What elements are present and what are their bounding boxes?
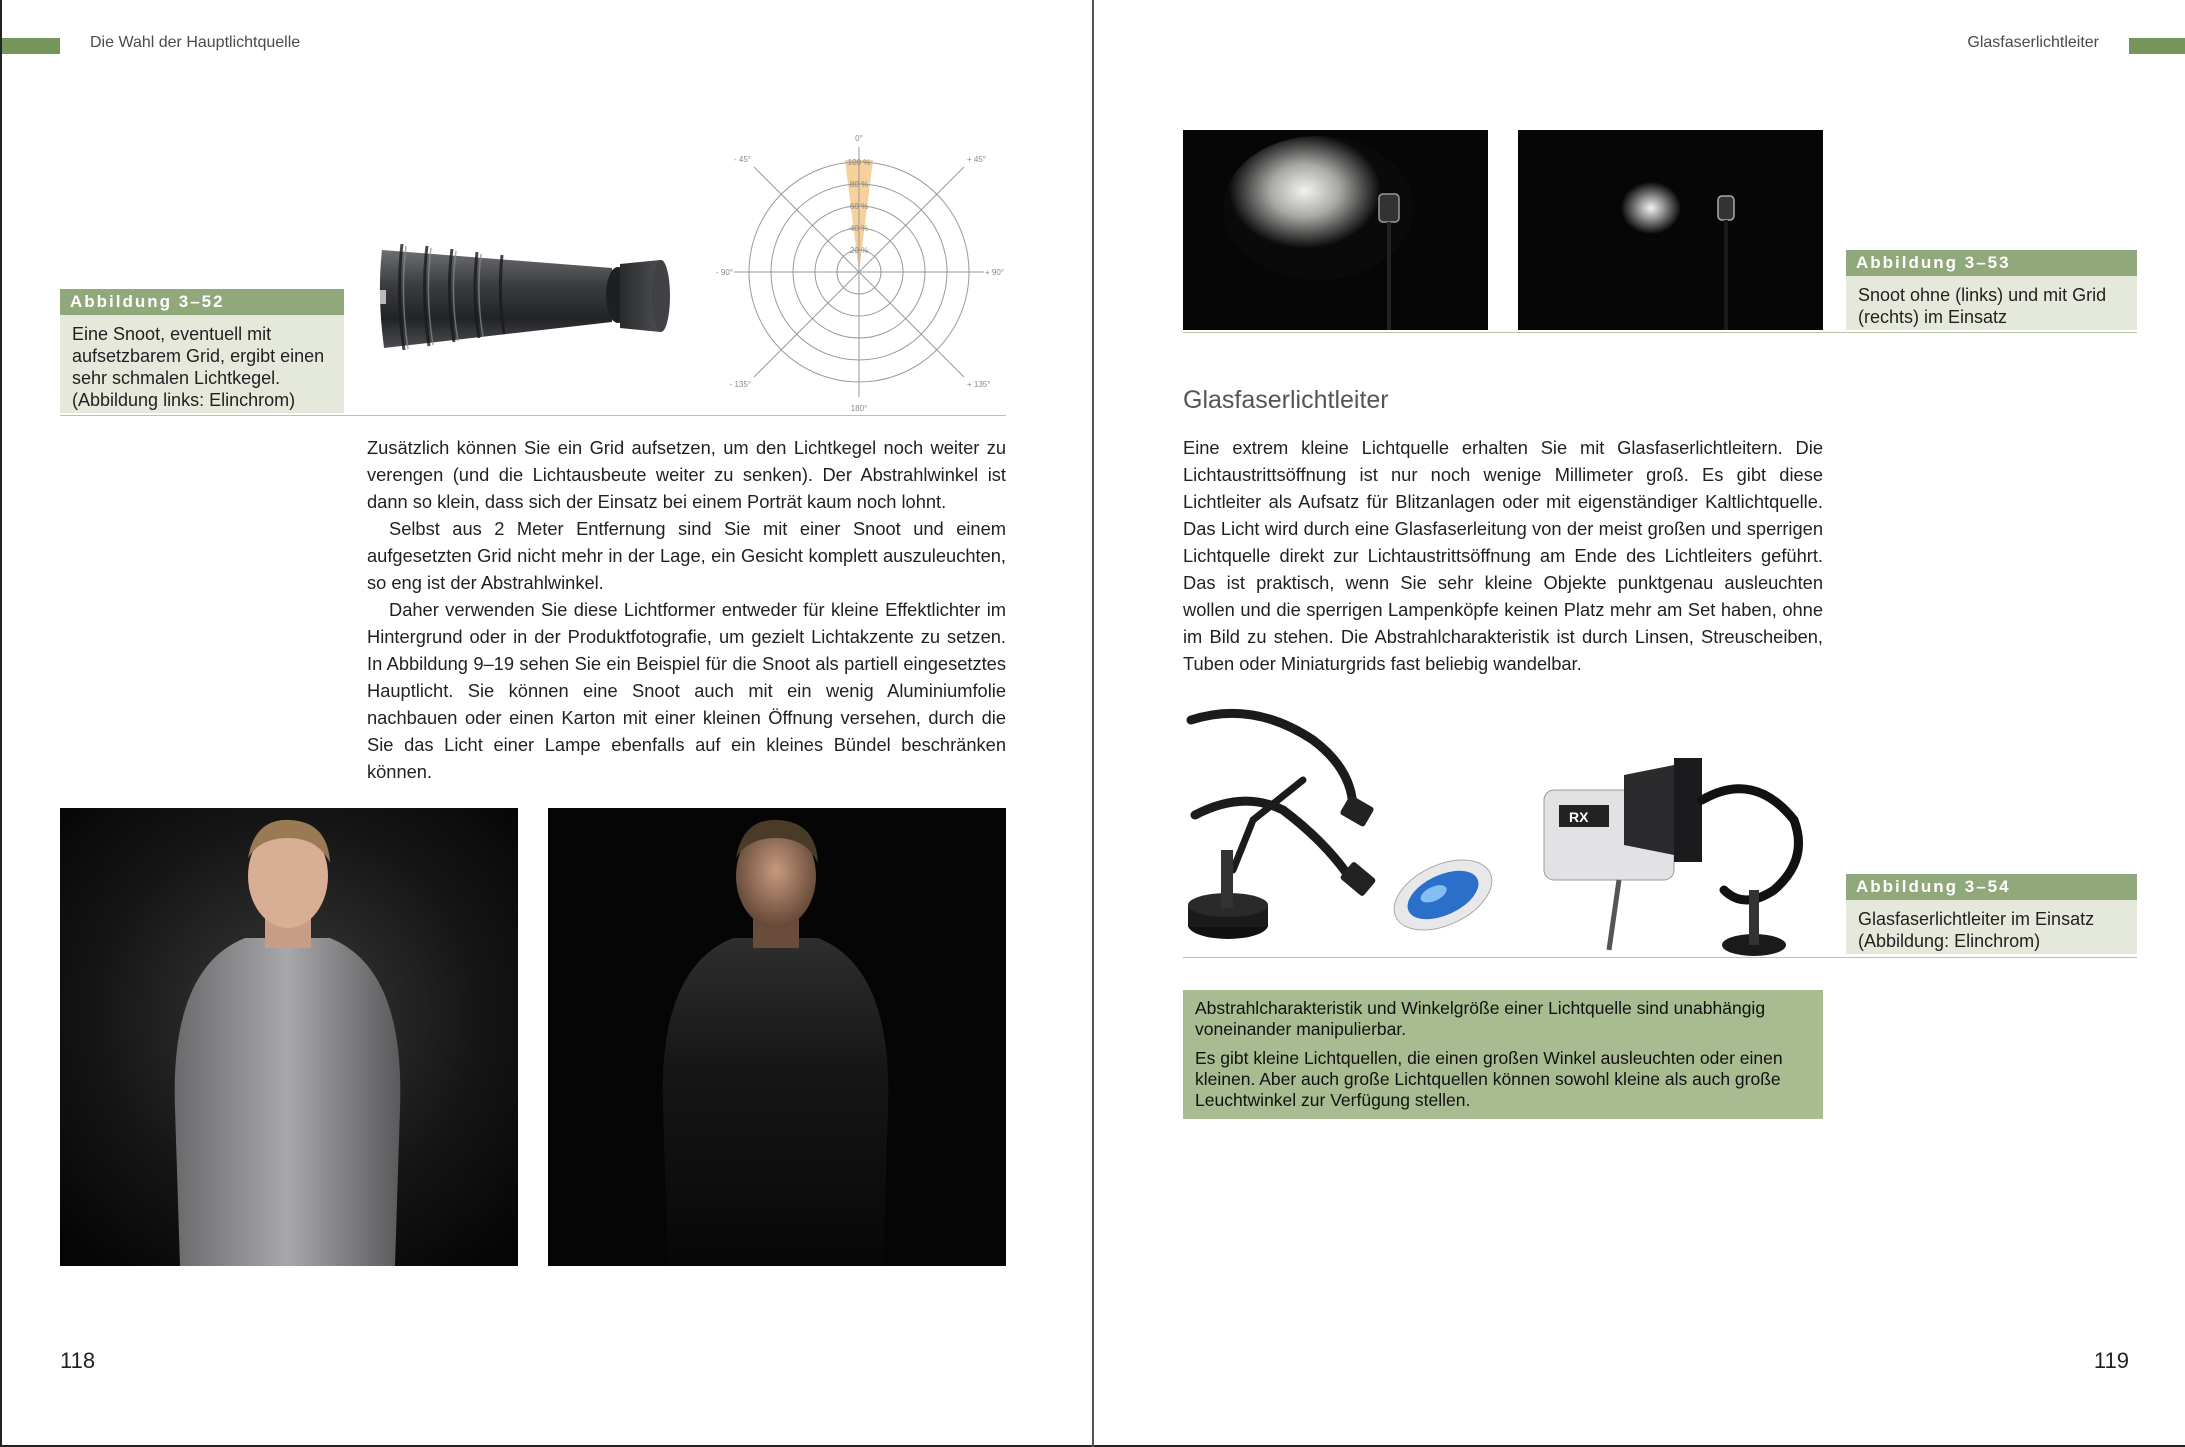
figure-3-52-caption (60, 289, 344, 413)
polar-ring-label: 80 % (849, 180, 869, 189)
polar-label-right: + 90° (985, 268, 1004, 277)
snoot-without-grid-photo (1183, 130, 1488, 330)
fiber-optic-flash-unit-illustration (1524, 750, 1814, 960)
running-head-right: Glasfaserlichtleiter (1967, 34, 2099, 51)
figure-label: Abbildung 3–52 (60, 289, 344, 315)
figure-label: Abbildung 3–54 (1846, 874, 2137, 900)
figure-rule (1183, 957, 2137, 958)
polar-label-lower-right: + 135° (967, 380, 991, 389)
polar-label-top: 0° (855, 134, 863, 143)
polar-diagram (707, 130, 1007, 420)
section-heading: Glasfaserlichtleiter (1183, 386, 1389, 414)
figure-3-53-caption (1846, 250, 2137, 330)
paragraph: Selbst aus 2 Meter Entfernung sind Sie mit einer Snoot und einem aufgesetzten Grid nicht mehr in der Lage, ein Gesicht komplett auszuleuchten, so eng ist der Abstrahlwinkel. (367, 518, 1006, 593)
polar-ring-label: 20 % (849, 246, 869, 255)
paragraph: Eine extrem kleine Lichtquelle erhalten Sie mit Glasfaserlichtleitern. Die Lichtaustrittsöffnung ist nur noch wenige Millimeter groß. Es gibt diese Lichtleiter als Aufsatz für Blitzanlagen oder mit eigenständiger Kaltlichtquelle. Das Licht wird durch eine Glasfaserleitung von der meist großen und sperrigen Lichtquelle direkt zur Lichtaustrittsöffnung am Ende des Lichtleiters geführt. Das ist praktisch, wenn Sie sehr kleine Objekte punktgenau ausleuchten wollen und die sperrigen Lampenköpfe keinen Platz mehr am Set haben, ohne im Bild zu stehen. Die Abstrahlcharakteristik ist durch Linsen, Streuscheiben, Tuben oder Miniaturgrids fast beliebig wandelbar. (1183, 437, 1823, 674)
polar-ring-label: 60 % (849, 202, 869, 211)
figure-3-54-caption (1846, 874, 2137, 954)
fiber-optic-gooseneck-illustration (1183, 700, 1513, 955)
snoot-with-grid-photo (1518, 130, 1823, 330)
polar-label-upper-right: + 45° (967, 155, 986, 164)
right-page (1092, 0, 2185, 1447)
body-text-left (367, 434, 1006, 785)
info-note-box (1183, 990, 1823, 1119)
portrait-photo-snoot-light (548, 808, 1006, 1266)
header-accent-bar (2, 38, 60, 54)
polar-label-bottom: 180° (850, 404, 868, 413)
paragraph: Daher verwenden Sie diese Lichtformer entweder für kleine Effektlichter im Hintergrund oder in der Produktfotografie, um gezielt Lichtakzente zu setzen. In Abbildung 9–19 sehen Sie ein Beispiel für die Snoot als partiell eingesetztes Hauptlicht. Sie können eine Snoot auch mit ein wenig Aluminiumfolie nachbauen oder einen Karton mit einer kleinen Öffnung versehen, durch die Sie das Licht einer Lampe ebenfalls auf ein kleines Bündel beschränken können. (367, 599, 1006, 782)
running-head-left: Die Wahl der Hauptlichtquelle (90, 34, 301, 51)
polar-ring-label: 40 % (849, 224, 869, 233)
note-paragraph: Abstrahlcharakteristik und Winkelgröße einer Lichtquelle sind unabhängig voneinander manipulierbar. (1195, 998, 1766, 1039)
page-number-left: 118 (60, 1348, 96, 1373)
header-accent-bar (2129, 38, 2185, 54)
portrait-photo-full-light (60, 808, 518, 1266)
product-brand-label: RX (1569, 809, 1589, 825)
figure-caption-text: Snoot ohne (links) und mit Grid (rechts) im Einsatz (1846, 276, 2137, 330)
snoot-illustration (372, 220, 672, 370)
note-paragraph: Es gibt kleine Lichtquellen, die einen großen Winkel ausleuchten oder einen kleinen. Aber auch große Lichtquellen können sowohl kleine als auch große Leuchtwinkel zur Verfügung stellen. (1195, 1048, 1783, 1110)
page-number-right: 119 (2093, 1348, 2129, 1373)
figure-caption-text: Eine Snoot, eventuell mit aufsetzbarem Grid, ergibt einen sehr schmalen Lichtkegel. (Abbildung links: Elinchrom) (60, 315, 344, 413)
figure-label: Abbildung 3–53 (1846, 250, 2137, 276)
paragraph: Zusätzlich können Sie ein Grid aufsetzen, um den Lichtkegel noch weiter zu verengen (und die Lichtausbeute weiter zu senken). Der Abstrahlwinkel ist dann so klein, dass sich der Einsatz bei einem Porträt kaum noch lohnt. (367, 437, 1006, 512)
polar-label-lower-left: - 135° (729, 380, 751, 389)
polar-label-upper-left: - 45° (734, 155, 751, 164)
figure-rule (1183, 332, 2137, 333)
body-text-right (1183, 434, 1823, 677)
figure-rule (60, 415, 1006, 416)
figure-caption-text: Glasfaserlichtleiter im Einsatz (Abbildung: Elinchrom) (1846, 900, 2137, 954)
polar-ring-label: 100 % (847, 158, 871, 167)
polar-label-left: - 90° (716, 268, 733, 277)
